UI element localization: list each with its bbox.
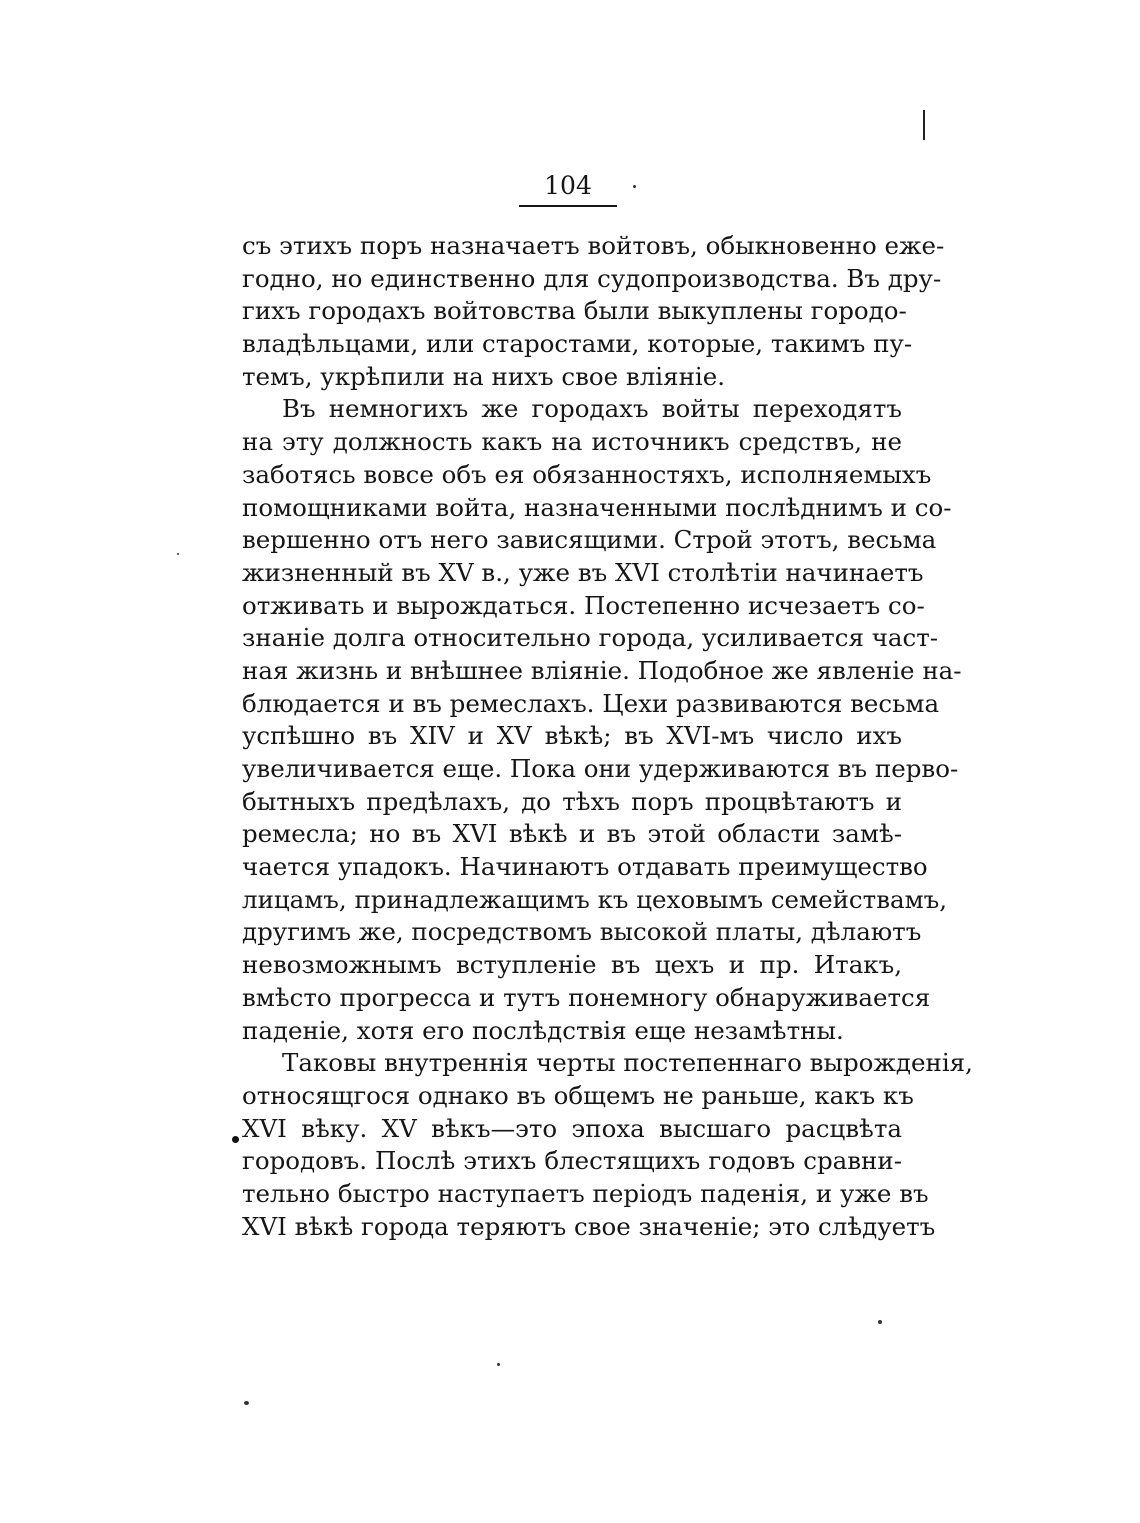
text-line: XVI вѣку. XV вѣкъ—это эпоха высшаго расцвѣта — [242, 1113, 902, 1143]
text-line: чается упадокъ. Начинаютъ отдавать преимущество — [242, 852, 928, 882]
text-line: городовъ. Послѣ этихъ блестящихъ годовъ сравни- — [242, 1146, 902, 1176]
text-line: знаніе долга относительно города, усиливается част- — [242, 623, 939, 653]
text-line: блюдается и въ ремеслахъ. Цехи развиваются весьма — [242, 688, 940, 718]
body-text — [242, 230, 973, 1243]
text-line: относящгося однако въ общемъ не раньше, какъ къ — [242, 1080, 914, 1110]
text-line: успѣшно въ XIV и XV вѣкѣ; въ XVI-мъ число ихъ — [242, 721, 902, 751]
text-line: вмѣсто прогресса и тутъ понемногу обнаруживается — [242, 982, 931, 1012]
text-line: темъ, укрѣпили на нихъ свое вліяніе. — [242, 361, 726, 391]
text-line: жизненный въ XV в., уже въ XVI столѣтіи начинаетъ — [242, 557, 924, 587]
text-line: увеличивается еще. Пока они удерживаются въ перво- — [242, 754, 959, 783]
text-line: на эту должность какъ на источникъ средствъ, не — [242, 427, 902, 457]
text-line: съ этихъ поръ назначаетъ войтовъ, обыкновенно еже- — [242, 231, 945, 260]
text-line: помощниками войта, назначенными послѣднимъ и со- — [242, 492, 952, 522]
margin-mark — [923, 110, 925, 140]
ink-dot — [232, 1136, 239, 1143]
text-line: гихъ городахъ войтовства были выкуплены городо- — [242, 296, 907, 326]
ink-speck — [497, 1363, 500, 1366]
text-line: заботясь вовсе объ ея обязанностяхъ, исполняемыхъ — [242, 459, 932, 489]
ink-speck — [633, 185, 636, 188]
text-line: ная жизнь и внѣшнее вліяніе. Подобное же явленіе на- — [242, 655, 962, 685]
text-line: другимъ же, посредствомъ высокой платы, дѣлаютъ — [242, 917, 922, 947]
page-number: 104 — [544, 171, 592, 200]
text-line: владѣльцами, или старостами, которые, такимъ пу- — [242, 329, 913, 359]
text-line: Въ немногихъ же городахъ войты переходятъ — [282, 394, 902, 424]
page-number-rule — [519, 205, 617, 207]
ink-speck — [244, 1401, 249, 1405]
ink-speck — [177, 553, 179, 555]
text-line: лицамъ, принадлежащимъ къ цеховымъ семействамъ, — [242, 884, 948, 914]
text-line: паденіе, хотя его послѣдствія еще незамѣтны. — [242, 1015, 844, 1045]
ink-speck — [878, 1320, 882, 1324]
text-line: невозможнымъ вступленіе въ цехъ и пр. Итакъ, — [242, 950, 902, 980]
text-line: ремесла; но въ XVI вѣкѣ и въ этой области замѣ- — [242, 819, 902, 849]
text-line: вершенно отъ него зависящими. Строй этотъ, весьма — [242, 525, 937, 555]
text-line: XVI вѣкѣ города теряютъ свое значеніе; это слѣдуетъ — [242, 1211, 936, 1241]
text-line: годно, но единственно для судопроизводства. Въ дру- — [242, 263, 942, 293]
text-line: Таковы внутреннія черты постепеннаго вырожденія, — [282, 1048, 973, 1078]
text-line: тельно быстро наступаетъ періодъ паденія, и уже въ — [242, 1178, 929, 1208]
text-line: отживать и вырождаться. Постепенно исчезаетъ со- — [242, 590, 925, 620]
text-line: бытныхъ предѣлахъ, до тѣхъ поръ процвѣтаютъ и — [242, 786, 902, 816]
